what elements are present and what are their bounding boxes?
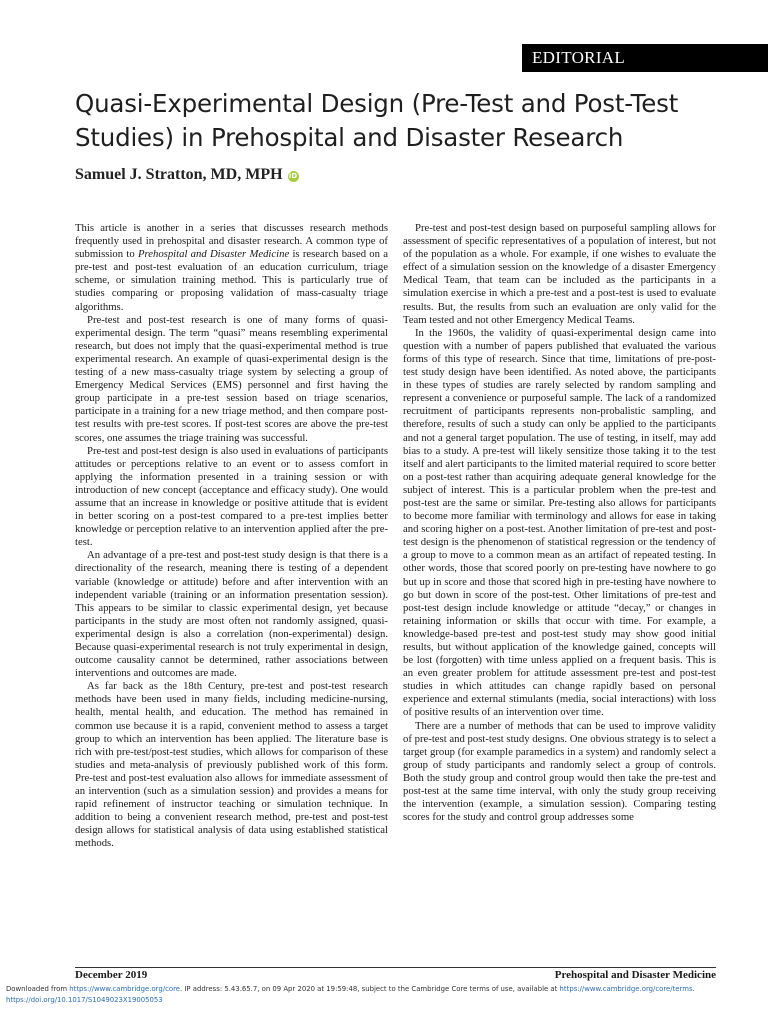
paragraph: An advantage of a pre-test and post-test study design is that there is a directionality of the research, meaning there is testing of a dependent variable (knowledge or attitude) before and after intervention with an independent variable (training or an information presentation session). This appears to be similar to classic experimental design, yet because participants in the study are most often not randomly assigned, quasi-experimental design is also a correlation (non-experimental) design. Because quasi-experimental research is not truly experimental in design, outcome causality cannot be determined, rather associations between interventions and outcomes are made. xyxy=(75,549,388,680)
doi-link[interactable]: https://doi.org/10.1017/S1049023X19005053 xyxy=(6,996,163,1004)
section-label xyxy=(522,44,768,72)
cambridge-core-link[interactable]: https://www.cambridge.org/core xyxy=(69,985,181,993)
article-title: Quasi-Experimental Design (Pre-Test and Post-Test Studies) in Prehospital and Disaster Research xyxy=(75,89,679,152)
paragraph-text: is research based on a pre-test and post-test evaluation of an education curriculum, triage scheme, or simulation training method. This is particularly true of studies comparing or proposing validation of mass-casualty triage algorithms. xyxy=(75,248,388,313)
paragraph: In the 1960s, the validity of quasi-experimental design came into question with a number of papers published that evaluated the various forms of this type of research. Since that time, limitations of pre-post-test study design have been identified. As noted above, the participants in these types of studies are rarely selected by random sampling and represent a convenience or purposeful sample. The lack of a randomized recruitment of participants represents non-probalistic sampling, and therefore, results of such a study can only be applied to the participants and not a general target population. The use of testing, in itself, may add bias to a study. A pre-test will likely sensitize those taking it to the test itself and alert participants to the limited material required to score better on a post-test rather than acquiring adequate general knowledge for the subject of interest. This is a particular problem when the pre-test and post-test are the same or similar. Pre-testing also allows for participants to become more familiar with terminology and allows for ease in taking and scoring higher on a post-test. Another limitation of pre-test and post-test design is the phenomenon of statistical regression or the tendency of a group to move to a common mean as an artifact of repeated testing. In other words, those that scored poorly on pre-testing have nowhere to go but up in score and those that scored high in pre-testing have nowhere to go but down in score of the post-test. Other limitations of pre-test and post-test design include knowledge or attitude “decay,” or changes in retaining information or skills that occur with time. For example, a knowledge-based pre-test and post-test study may show good initial results, but without application of the knowledge gained, concepts will be lost (forgotten) with time unless applied on a frequent basis. This is an even greater problem for attitude assessment pre-test and post-test studies in which attitudes can change rapidly based on personal experience and external stimulants (media, social interactions) with loss of positive results of an intervention over time. xyxy=(403,326,716,719)
terms-link[interactable]: https://www.cambridge.org/core/terms xyxy=(559,985,693,993)
footer-date: December 2019 xyxy=(75,969,148,981)
footer-journal: Prehospital and Disaster Medicine xyxy=(554,969,716,981)
paragraph-text: This article is another in a series that discusses research methods frequently used in prehospital and disaster research. A common type of submission to xyxy=(75,222,388,261)
notice-text: Downloaded from xyxy=(6,985,70,993)
author-name: Samuel J. Stratton, MD, MPH xyxy=(75,166,283,183)
footer-divider xyxy=(75,967,716,968)
paragraph: Pre-test and post-test research is one of many forms of quasi-experimental design. The term “quasi” means resembling experimental research, but does not imply that the quasi-experimental method is true experimental research. An example of quasi-experimental design is the testing of a new mass-casualty triage system by selecting a group of Emergency Medical Services (EMS) personnel and first having the group participate in a pre-test session based on triage scenarios, participate in a training for a new triage method, and then compare post-test results with pre-test scores. If post-test scores are above the pre-test scores, one assumes the triage training was successful. xyxy=(75,313,388,444)
notice-text: . xyxy=(692,985,695,993)
journal-name: Prehospital and Disaster Medicine xyxy=(137,248,290,261)
download-notice xyxy=(6,984,762,1006)
section-label-text: EDITORIAL xyxy=(532,48,626,67)
paragraph: There are a number of methods that can be used to improve validity of pre-test and post-test study designs. One obvious strategy is to select a target group (for example paramedics in a system) and randomly select a group of study participants and randomly select a group of controls. Both the study group and control group would then take the pre-test and post-test at the same time interval, with only the study group receiving the intervention (example, a simulation session). Comparing testing scores for the study and control group addresses some xyxy=(403,719,716,824)
paragraph xyxy=(75,222,388,314)
paragraph: Pre-test and post-test design is also used in evaluations of participants attitudes or perceptions relative to an event or to assess comfort in applying the information presented in a training session or with introduction of new concept (acceptance and efficacy study). One would assume that an increase in knowledge or positive attitude that is evident in better scoring on a post-test compared to a pre-test implies better knowledge or perception relative to an intervention applied after the pre-test. xyxy=(75,444,388,549)
author-byline xyxy=(75,166,299,184)
notice-text: . IP address: 5.43.65.7, on 09 Apr 2020 at 19:59:48, subject to the Cambridge Core terms of use, available at xyxy=(180,985,560,993)
right-column xyxy=(403,222,716,824)
orcid-icon[interactable]: iD xyxy=(288,172,298,180)
left-column xyxy=(75,222,388,851)
paragraph: As far back as the 18th Century, pre-test and post-test research methods have been used in many fields, including medicine-nursing, health, mental health, and education. The method has remained in common use because it is a rapid, convenient method to assess a target group to which an intervention has been applied. The literature base is rich with pre-test/post-test studies, which allows for comparison of these studies and meta-analysis of previously published work of this form. Pre-test and post-test evaluation also allows for immediate assessment of an intervention (such as a simulation session) and provides a means for rapid refinement of instructor teaching or simulation technique. In addition to being a convenient research method, pre-test and post-test design allows for statistical analysis of data using established statistical methods. xyxy=(75,680,388,850)
paragraph: Pre-test and post-test design based on purposeful sampling allows for assessment of specific representatives of a population of interest, but not of the population as a whole. For example, if one wishes to evaluate the effect of a simulation session on the knowledge of a disaster Emergency Medical Team, that team can be included as the participants in a simulation exercise in which a pre-test and a post-test is used to evaluate results. But, the results from such an evaluation are only valid for the Team tested and not other Emergency Medical Teams. xyxy=(403,222,716,326)
